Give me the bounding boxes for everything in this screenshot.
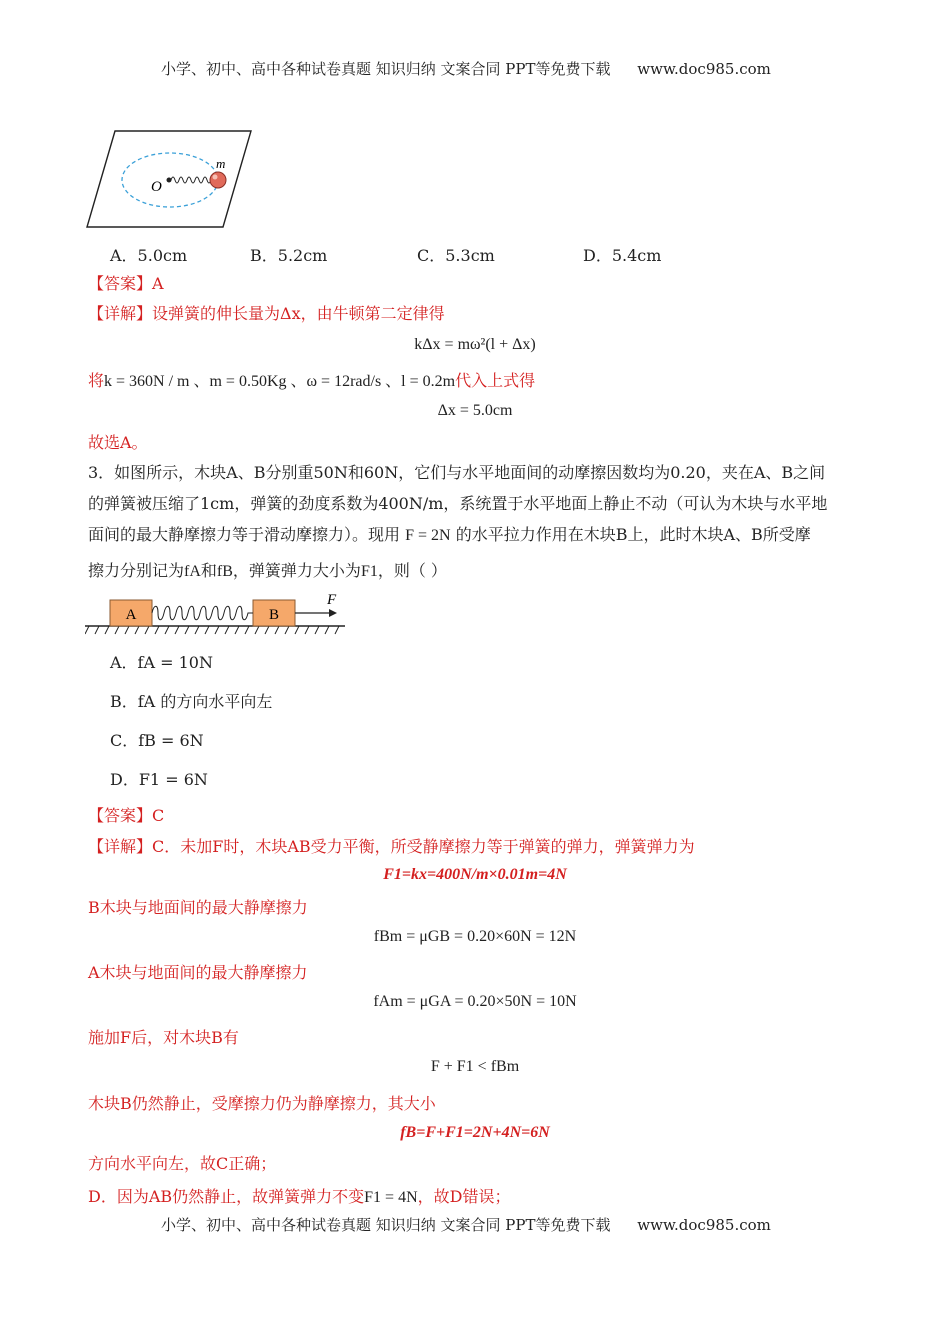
q2-conclusion: 故选A。 bbox=[88, 433, 148, 452]
q3-stem3-c: 的水平拉力作用在木块B上，此时木块A、B所受摩 bbox=[455, 525, 811, 544]
compressed-spring bbox=[152, 606, 253, 620]
q3-stem3-a: 面间的最大静摩擦力等于滑动摩擦力）。现用 bbox=[88, 525, 401, 544]
spring bbox=[171, 177, 215, 183]
mass-highlight bbox=[213, 175, 218, 180]
q3-eq-4: F + F1 < fBm bbox=[430, 1058, 520, 1075]
force-arrow-head bbox=[329, 609, 337, 617]
q3-eq-3: fAm = μGA = 0.20×50N = 10N bbox=[373, 993, 577, 1010]
blocks-spring-figure bbox=[85, 592, 347, 636]
q3-stem-line3 bbox=[88, 524, 811, 547]
label-o: O bbox=[151, 179, 162, 195]
q3-option-b: B．fA 的方向水平向左 bbox=[110, 692, 273, 711]
q3-stem4-and: 和 bbox=[200, 561, 217, 580]
center-point-o bbox=[167, 178, 172, 183]
q3-d7-b: F1 = 4N bbox=[364, 1189, 418, 1206]
circular-motion-figure bbox=[85, 128, 255, 230]
q3-eq-1: F1=kx=400N/m×0.01m=4N bbox=[383, 866, 567, 883]
q2-equation-1: kΔx = mω²(l + Δx) bbox=[414, 336, 536, 353]
force-label: F bbox=[327, 592, 337, 608]
footer-url: www.doc985.com bbox=[637, 1216, 771, 1234]
q3-option-a: A．fA = 10N bbox=[110, 653, 213, 672]
q3-eq-2: fBm = μGB = 0.20×60N = 12N bbox=[373, 928, 577, 945]
q3-stem4-fa: fA bbox=[184, 563, 201, 580]
footer-text: 小学、初中、高中各种试卷真题 知识归纳 文案合同 PPT等免费下载 bbox=[161, 1216, 611, 1234]
q2-equation-2: Δx = 5.0cm bbox=[437, 402, 513, 419]
q2-option-a: A．5.0cm bbox=[110, 246, 188, 265]
q2-sub-values: k = 360N / m 、m = 0.50Kg 、ω = 12rad/s 、l = 0.2m bbox=[104, 373, 456, 390]
q3-stem4-a: 擦力分别记为 bbox=[88, 561, 185, 580]
q3-stem-line1: 3．如图所示，木块A、B分别重50N和60N，它们与水平地面间的动摩擦因数均为0.20，夹在A、B之间 bbox=[88, 463, 826, 482]
block-b-label: B bbox=[268, 607, 280, 623]
page-footer bbox=[161, 1214, 771, 1235]
q3-detail-4: 施加F后，对木块B有 bbox=[88, 1028, 239, 1047]
q3-detail-2: B木块与地面间的最大静摩擦力 bbox=[88, 898, 308, 917]
q3-stem3-force: F = 2N bbox=[405, 527, 451, 544]
header-text: 小学、初中、高中各种试卷真题 知识归纳 文案合同 PPT等免费下载 bbox=[161, 60, 611, 78]
header-url: www.doc985.com bbox=[637, 60, 771, 78]
q3-eq-5: fB=F+F1=2N+4N=6N bbox=[400, 1124, 550, 1141]
q2-answer: 【答案】A bbox=[88, 274, 164, 293]
page-header bbox=[161, 58, 771, 79]
q2-option-d: D．5.4cm bbox=[583, 246, 662, 265]
q3-answer: 【答案】C bbox=[88, 806, 165, 825]
q3-detail-5: 木块B仍然静止，受摩擦力仍为静摩擦力，其大小 bbox=[88, 1094, 436, 1113]
q2-sub-prefix: 将 bbox=[88, 371, 105, 390]
q3-detail-1: 【详解】C．未加F时，木块AB受力平衡，所受静摩擦力等于弹簧的弹力，弹簧弹力为 bbox=[88, 837, 695, 856]
q2-detail bbox=[88, 303, 445, 325]
q3-stem-line4 bbox=[88, 560, 447, 583]
q3-option-d: D．F1 = 6N bbox=[110, 770, 208, 789]
q2-detail-text: 设弹簧的伸长量为Δx，由牛顿第二定律得 bbox=[152, 304, 445, 323]
q3-stem4-f1: F1 bbox=[360, 563, 378, 580]
label-m: m bbox=[216, 156, 226, 171]
q3-stem4-g: ，则（ ） bbox=[377, 561, 447, 580]
mass-ball bbox=[210, 172, 226, 188]
q3-stem4-e: ，弹簧弹力大小为 bbox=[232, 561, 361, 580]
q3-detail-7 bbox=[88, 1186, 510, 1209]
q3-detail-6: 方向水平向左，故C正确； bbox=[88, 1154, 277, 1173]
q3-d7-c: ，故D错误； bbox=[417, 1187, 511, 1206]
q2-option-b: B．5.2cm bbox=[250, 246, 328, 265]
q3-stem4-fb: fB bbox=[216, 563, 233, 580]
ground-hatching bbox=[85, 626, 339, 634]
q3-detail-3: A木块与地面间的最大静摩擦力 bbox=[88, 963, 308, 982]
q2-detail-title: 【详解】 bbox=[88, 304, 153, 323]
q3-stem-line2: 的弹簧被压缩了1cm，弹簧的劲度系数为400N/m，系统置于水平地面上静止不动（可认为木块与水平地 bbox=[88, 494, 828, 513]
q2-sub-suffix: 代入上式得 bbox=[455, 371, 536, 390]
block-a-label: A bbox=[125, 607, 137, 623]
q2-option-c: C．5.3cm bbox=[417, 246, 495, 265]
q3-d7-a: D．因为AB仍然静止，故弹簧弹力不变 bbox=[88, 1187, 365, 1206]
q3-option-c: C．fB = 6N bbox=[110, 731, 204, 750]
q2-substitution bbox=[88, 370, 535, 393]
